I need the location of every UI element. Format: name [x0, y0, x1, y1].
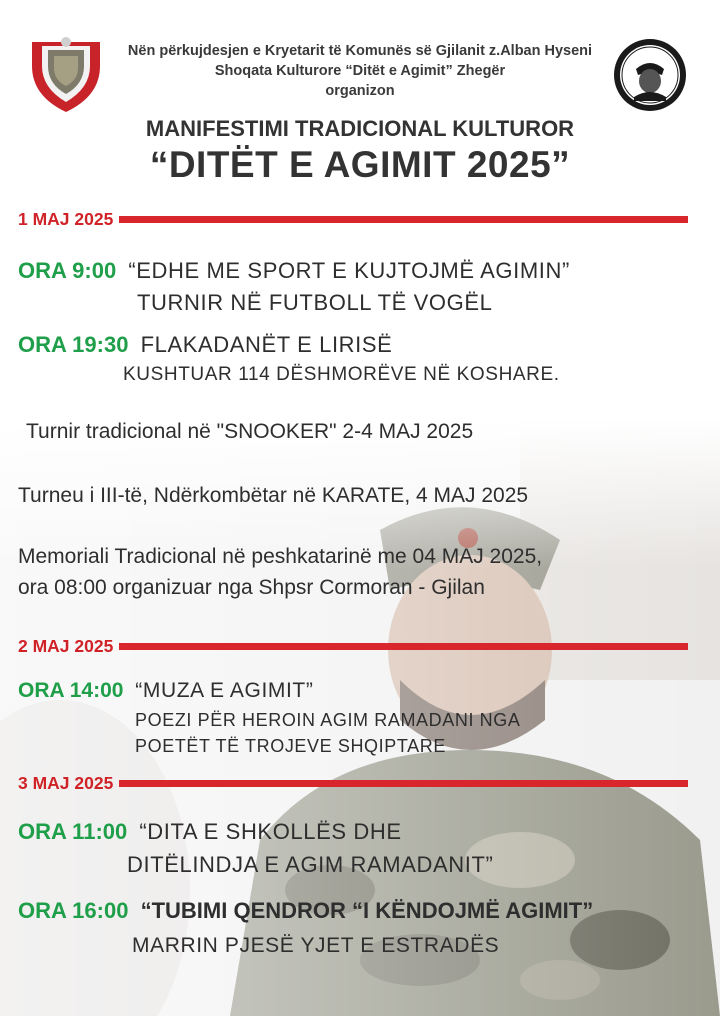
- event-subtitle: POEZI PËR HEROIN AGIM RAMADANI NGA: [135, 710, 521, 730]
- schedule-item: [18, 258, 570, 284]
- organizer-line: Shoqata Kulturore “Ditët e Agimit” Zhegër: [214, 63, 506, 79]
- time-label: ORA 11:00: [18, 819, 128, 844]
- event-title: “EDHE ME SPORT E KUJTOJMË AGIMIN”: [128, 258, 570, 283]
- date-divider-day3: [18, 772, 688, 794]
- time-label: ORA 16:00: [18, 898, 129, 923]
- schedule-item: [18, 819, 402, 845]
- event-title: “TUBIMI QENDROR “I KËNDOJMË AGIMIT”: [140, 898, 594, 923]
- event-subtitle: TURNIR NË FUTBOLL TË VOGËL: [137, 290, 493, 315]
- patronage-line: Nën përkujdesjen e Kryetarit të Komunës së Gjilanit z.Alban Hyseni: [127, 43, 593, 59]
- association-seal-logo: [612, 37, 688, 113]
- event-title: “DITA E SHKOLLËS DHE: [139, 819, 402, 844]
- event-title: “DITËT E AGIMIT 2025”: [149, 144, 571, 185]
- red-rule: [119, 643, 688, 650]
- event-subtitle: POETËT TË TROJEVE SHQIPTARE: [135, 736, 446, 756]
- notice-fishing: Memoriali Tradicional në peshkatarinë me 04 MAJ 2025,: [18, 545, 543, 568]
- notice-snooker: Turnir tradicional në "SNOOKER" 2-4 MAJ 2025: [26, 420, 474, 443]
- notice-fishing-detail: ora 08:00 organizuar nga Shpsr Cormoran - Gjilan: [18, 576, 485, 599]
- time-label: ORA 19:30: [18, 332, 129, 357]
- red-rule: [119, 780, 688, 787]
- schedule-item: [18, 898, 593, 924]
- date-divider-day2: [18, 635, 688, 657]
- event-subtitle: KUSHTUAR 114 DËSHMORËVE NË KOSHARE.: [123, 364, 560, 385]
- event-subtitle: DITËLINDJA E AGIM RAMADANIT”: [127, 852, 494, 877]
- red-rule: [119, 216, 688, 223]
- event-subtitle: MANIFESTIMI TRADICIONAL KULTUROR: [145, 116, 575, 141]
- date-divider-day1: [18, 208, 688, 230]
- municipality-emblem-logo: [30, 36, 102, 114]
- notice-karate: Turneu i III-të, Ndërkombëtar në KARATE, 4 MAJ 2025: [18, 484, 529, 507]
- date-label: 1 MAJ 2025: [18, 208, 114, 229]
- date-label: 2 MAJ 2025: [18, 635, 114, 656]
- schedule-item: [18, 679, 313, 703]
- schedule-item: [18, 332, 392, 358]
- date-label: 3 MAJ 2025: [18, 772, 114, 793]
- time-label: ORA 14:00: [18, 679, 124, 702]
- event-title: “MUZA E AGIMIT”: [135, 679, 314, 702]
- time-label: ORA 9:00: [18, 258, 117, 283]
- organizes-line: organizon: [325, 83, 395, 99]
- event-title: FLAKADANËT E LIRISË: [140, 332, 393, 357]
- event-subtitle: MARRIN PJESË YJET E ESTRADËS: [132, 934, 500, 957]
